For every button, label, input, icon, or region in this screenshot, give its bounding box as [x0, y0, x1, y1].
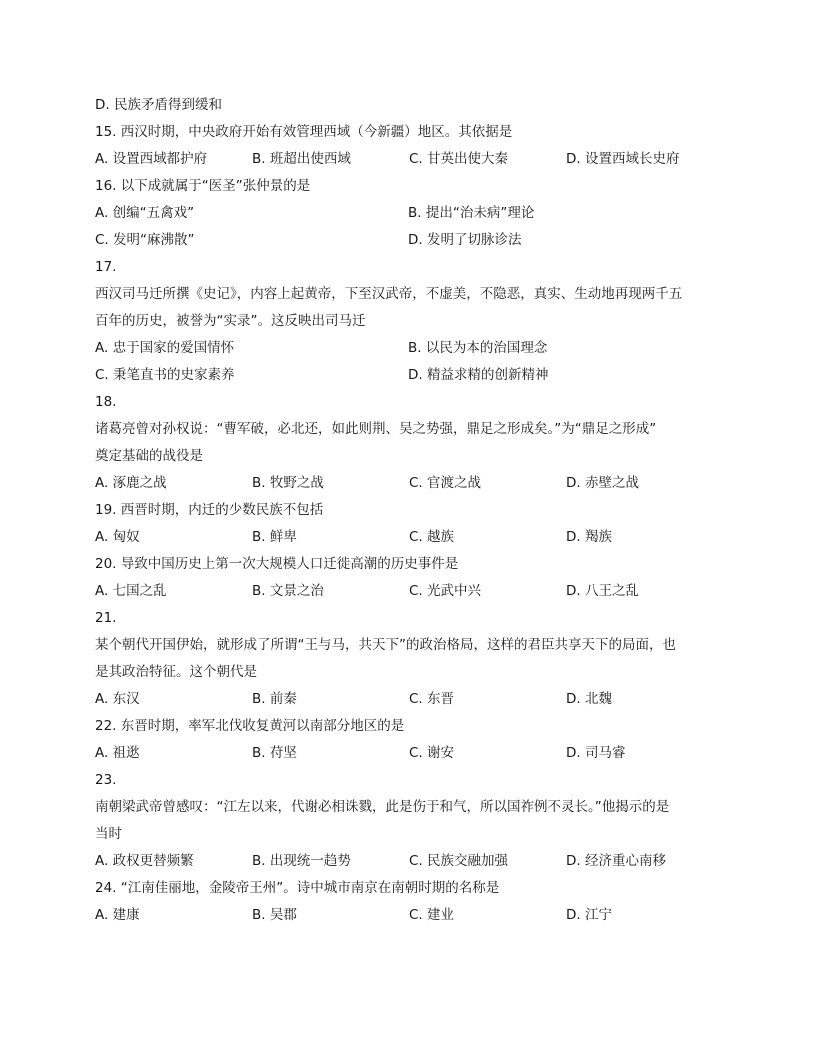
answer-option: B. 苻坚	[252, 745, 297, 761]
answer-option: D. 八王之乱	[566, 583, 639, 599]
answer-option: D. 赤壁之战	[566, 475, 639, 491]
question	[95, 173, 725, 254]
answer-option: A. 匈奴	[95, 529, 140, 545]
question-stem-line: 18.	[95, 394, 117, 410]
answer-option: B. 以民为本的治国理念	[408, 340, 548, 356]
answer-option: B. 文景之治	[252, 583, 324, 599]
answer-option: D. 发明了切脉诊法	[408, 232, 522, 248]
answer-option: B. 班超出使西域	[252, 151, 351, 167]
question	[95, 254, 725, 389]
options-row	[95, 578, 725, 605]
question	[95, 497, 725, 551]
question-stem-line: 19. 西晋时期，内迁的少数民族不包括	[95, 502, 324, 518]
question-stem-line: 诸葛亮曾对孙权说：“曹军破，必北还，如此则荆、吴之势强，鼎足之形成矣。”为“鼎足之形成”	[95, 421, 657, 437]
answer-option: C. 越族	[409, 529, 455, 545]
answer-option: A. 祖逖	[95, 745, 140, 761]
answer-option: A. 涿鹿之战	[95, 475, 167, 491]
answer-option: D. 北魏	[566, 691, 612, 707]
question	[95, 713, 725, 767]
options-row	[95, 902, 725, 929]
question	[95, 119, 725, 173]
options-row	[95, 335, 725, 362]
options-row	[95, 200, 725, 227]
answer-option: D. 江宁	[566, 907, 612, 923]
question-stem-line: 20. 导致中国历史上第一次大规模人口迁徙高潮的历史事件是	[95, 556, 459, 572]
answer-option: A. 七国之乱	[95, 583, 167, 599]
question	[95, 767, 725, 875]
answer-option: C. 光武中兴	[409, 583, 482, 599]
answer-option: C. 秉笔直书的史家素养	[95, 367, 235, 383]
answer-option: D. 羯族	[566, 529, 612, 545]
answer-option: A. 建康	[95, 907, 140, 923]
question-stem-line: 22. 东晋时期，率军北伐收复黄河以南部分地区的是	[95, 718, 405, 734]
question-stem-line: 奠定基础的战役是	[95, 448, 203, 464]
answer-option: B. 出现统一趋势	[252, 853, 351, 869]
options-row	[95, 470, 725, 497]
answer-option: D. 精益求精的创新精神	[408, 367, 549, 383]
answer-option: A. 政权更替频繁	[95, 853, 194, 869]
question-stem-line: 某个朝代开国伊始，就形成了所谓“王与马，共天下”的政治格局，这样的君臣共享天下的局面，也	[95, 637, 676, 653]
question	[95, 551, 725, 605]
answer-option: B. 牧野之战	[252, 475, 324, 491]
answer-option: B. 提出“治未病”理论	[408, 205, 535, 221]
question-stem-line: 百年的历史，被誉为“实录”。这反映出司马迁	[95, 313, 366, 329]
answer-option: A. 创编“五禽戏”	[95, 205, 195, 221]
answer-option: C. 甘英出使大秦	[409, 151, 509, 167]
options-row	[95, 686, 725, 713]
question-stem-line: 17.	[95, 259, 117, 275]
question-stem-line: 南朝梁武帝曾感叹：“江左以来，代谢必相诛戮，此是伤于和气，所以国祚例不灵长。”他揭示的是	[95, 799, 670, 815]
question	[95, 605, 725, 713]
answer-option: C. 发明“麻沸散”	[95, 232, 195, 248]
question-stem-line: 24. “江南佳丽地，金陵帝王州”。诗中城市南京在南朝时期的名称是	[95, 880, 500, 896]
answer-option: A. 忠于国家的爱国情怀	[95, 340, 235, 356]
question-stem-line: 16. 以下成就属于“医圣”张仲景的是	[95, 178, 311, 194]
answer-option: D. 经济重心南移	[566, 853, 666, 869]
question-stem-line: 21.	[95, 610, 117, 626]
answer-option: A. 设置西域都护府	[95, 151, 208, 167]
question-list	[95, 92, 725, 929]
answer-option: B. 吴郡	[252, 907, 297, 923]
answer-option: C. 民族交融加强	[409, 853, 509, 869]
answer-option: C. 官渡之战	[409, 475, 482, 491]
answer-option: D. 司马睿	[566, 745, 626, 761]
answer-option: B. 鲜卑	[252, 529, 297, 545]
answer-option: C. 东晋	[409, 691, 455, 707]
answer-option: A. 东汉	[95, 691, 140, 707]
options-row	[95, 524, 725, 551]
question	[95, 875, 725, 929]
question-stem-line: 23.	[95, 772, 117, 788]
options-row	[95, 848, 725, 875]
question-stem-line: 西汉司马迁所撰《史记》，内容上起黄帝，下至汉武帝，不虚美，不隐恶，真实、生动地再现两千五	[95, 286, 683, 302]
options-row	[95, 146, 725, 173]
answer-option: C. 谢安	[409, 745, 455, 761]
question	[95, 389, 725, 497]
answer-option: B. 前秦	[252, 691, 297, 707]
answer-option: C. 建业	[409, 907, 455, 923]
previous-question-option-d: D. 民族矛盾得到缓和	[95, 97, 222, 113]
options-row	[95, 362, 725, 389]
options-row	[95, 227, 725, 254]
options-row	[95, 740, 725, 767]
question-stem-line: 是其政治特征。这个朝代是	[95, 664, 257, 680]
question-stem-line: 当时	[95, 826, 122, 842]
answer-option: D. 设置西域长史府	[566, 151, 680, 167]
question-stem-line: 15. 西汉时期，中央政府开始有效管理西域（今新疆）地区。其依据是	[95, 124, 513, 140]
